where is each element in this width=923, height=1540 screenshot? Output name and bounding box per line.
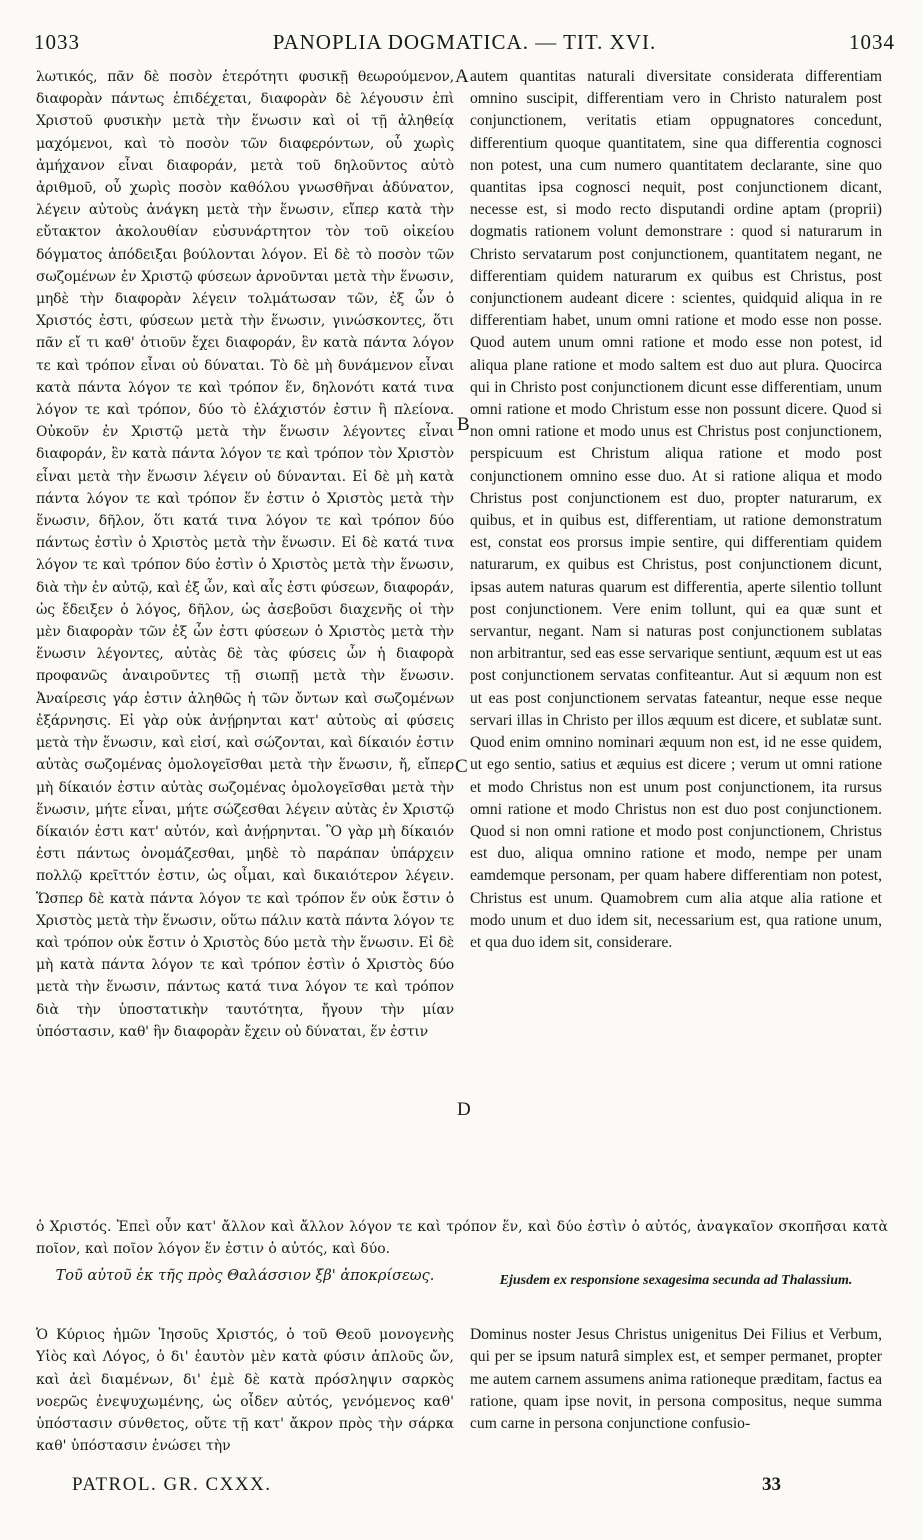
section-marker-d: D (457, 1099, 471, 1120)
section-marker-b: B (457, 414, 470, 435)
latin-paragraph-2: Dominus noster Jesus Christus unigenitus Dei Filius et Verbum, qui per se ipsum naturâ simplex est, et semper permanet, propter me autem carnem assumens anima rationeque præditam, factus ea ratione, quam ipse novit, in persona compositus, neque summa cum carne in persona conjunctione confusio- (470, 1326, 882, 1433)
spanning-greek-paragraph: ὁ Χριστός. Ἐπεὶ οὖν κατ' ἄλλον καὶ ἄλλον λόγον τε καὶ τρόπον ἕν, καὶ δύο ἐστὶν ὁ αὐτός, ἀναγκαῖον σκοπῆσαι κατὰ ποῖον, καὶ ποῖον λόγον ἕν ἐστιν ὁ αὐτός, καὶ δύο. (36, 1219, 888, 1257)
latin-column-2 (470, 1324, 882, 1466)
page-number-left: 1033 (34, 30, 80, 54)
footer-signature: PATROL. GR. CXXX. (72, 1474, 272, 1495)
greek-column-2 (36, 1324, 454, 1466)
page-header (34, 30, 895, 60)
latin-paragraph: autem quantitas naturali diversitate considerata differentiam omnino suscipit, differentiam vero in Christo naturalem post conjunctionem, veritatis etiam oppugnatores concedunt, differentium quoque quantitatem, sine qua differentia cognosci non potest, una cum numero quantitatem declarante, sine quo quantitas ipsa cognosci nequit, post conjunctionem dicant, necesse est, si modo recto disputandi ordine aptam (proprii) dogmatis rationem volunt demonstrare : quod si naturarum in Christo servatarum post conjunctionem, quantitatem negant, ne differentiam quidem naturarum ex quibus est Christus, post conjunctionem audeant dicere : scientes, quidquid aliqua in re differentiam habet, unum omni ratione et modo esse non posse. Quod autem unum omni ratione et modo esse non potest, id aliqua plane ratione et modo saltem est duo aut plura. Quocirca qui in Christo post conjunctionem dicunt esse differentiam, unum omni ratione et modo Christum esse non possunt dicere. Quod si non omni ratione et modo unus est Christus post conjunctionem, perspicuum est Christum aliqua ratione et modo post conjunctionem omnino esse duo. At si ratione aliqua et modo Christus post conjunctionem est duo, propter naturarum, ex quibus, et in quibus est, differentiam, ut ratione demonstratum est, constat eos prorsus impie sentire, qui differentiam quidem naturarum, ex quibus est Christus, post conjunctionem dicunt, ipsas autem naturas quarum est differentia, aperte silentio tollunt post conjunctionem. Vere enim tollunt, qui ea quæ sunt et servantur, negant. Nam si naturas post conjunctionem sublatas non arbitrantur, sed eas esse servarique sentiunt, æquum est ut eas post conjunctionem servatas confiteantur. Aut si æquum non est ut eas post conjunctionem servatas fateantur, neque esse neque servari illas in Christo per illos æquum est dicere, et sublatæ sunt. Quod enim omnino nominari æquum non est, id ne esse quidem, ut ego sentio, satius et æquius est dicere ; verum ut omni ratione et modo Christus non est unum post conjunctionem, ita rursus omni ratione et modo Christus non est duo post conjunctionem. Quod si non omni ratione et modo post conjunctionem, Christus est duo, aliqua omnino ratione et modo, nempe per unam eamdemque personam, per quam habere differentiam non potest, Christus est unum. Quamobrem cum alia atque alia ratione et modo unum et duo idem sit, necessarium est, qua ratione unum, et qua duo idem sit, considerare. (470, 68, 882, 951)
latin-section-heading: Ejusdem ex responsione sexagesima secunda ad Thalassium. (499, 1273, 853, 1288)
greek-paragraph-2: Ὁ Κύριος ἡμῶν Ἰησοῦς Χριστός, ὁ τοῦ Θεοῦ μονογενὴς Υἱὸς καὶ Λόγος, ὁ δι' ἑαυτὸν μὲν κατὰ φύσιν ἁπλοῦς ὤν, καὶ ἀεὶ διαμένων, δι' ἐμὲ δὲ κατὰ πρόσληψιν σαρκὸς νοερῶς ἐνεψυχωμένης, ὡς οἶδεν αὐτός, γενόμενος καθ' ὑπόστασιν σύνθετος, οὔτε τῇ κατ' ἄκρον πρὸς τὴν σάρκα καθ' ὑπόστασιν ἑνώσει τὴν (36, 1327, 454, 1455)
greek-column (36, 66, 454, 1216)
section-marker-a: A (455, 66, 469, 87)
greek-section-heading: Τοῦ αὐτοῦ ἐκ τῆς πρὸς Θαλάσσιον ξβ' ἀποκρίσεως. (55, 1268, 435, 1284)
footer-sheet-number: 33 (762, 1474, 781, 1495)
spanning-greek-text (36, 1216, 888, 1266)
section-marker-c: C (455, 756, 468, 777)
page-number-right: 1034 (849, 30, 895, 54)
greek-paragraph: λωτικός, πᾶν δὲ ποσὸν ἑτερότητι φυσικῇ θεωρούμενον, διαφορὰν πάντως ἐπιδέχεται, διαφορὰν δὲ λέγουσιν ἐπὶ Χριστοῦ φυσικὴν μετὰ τὴν ἕνωσιν καὶ οἱ τῇ ἀληθείᾳ μαχόμενοι, καὶ τὸ ποσὸν τῶν διαφερόντων, οὗ χωρὶς ἀμήχανον εἶναι διαφοράν, μετὰ τοῦ δηλοῦντος αὐτὸ ἀριθμοῦ, οὗ χωρὶς ποσὸν καθόλου γνωσθῆναι ἀδύνατον, λέγειν αὐτοὺς ἀνάγκη μετὰ τὴν ἕνωσιν, εἴπερ κατὰ τὴν εὔτακτον ἀκολουθίαν εὐσυνάρτητον τὸν τοῦ οἰκείου δόγματος ἀπόδειξαι βούλονται λόγον. Εἰ δὲ τὸ ποσὸν τῶν σωζομένων ἐν Χριστῷ φύσεων ἀρνοῦνται μετὰ τὴν ἕνωσιν, μηδὲ τὴν διαφορὰν λέγειν τολμάτωσαν τῶν, ἐξ ὧν ὁ Χριστός ἐστι, φύσεων μετὰ τὴν ἕνωσιν, γινώσκοντες, ὅτι πᾶν εἴ τι καθ' ὁτιοῦν ἔχει διαφοράν, ἓν κατὰ πάντα λόγον τε καὶ τρόπον εἶναι οὐ δύναται. Τὸ δὲ μὴ δυνάμενον εἶναι κατὰ πάντα λόγον τε καὶ τρόπον ἕν, δηλονότι κατά τινα λόγον τε καὶ τρόπον, δύο τὸ ἐλάχιστόν ἐστιν ἢ πλείονα. Οὐκοῦν ἐν Χριστῷ μετὰ τὴν ἕνωσιν λέγοντες εἶναι διαφοράν, ἓν κατὰ πάντα λόγον τε καὶ τρόπον τὸν Χριστὸν εἶναι μετὰ τὴν ἕνωσιν λέγειν οὐ δύνανται. Εἰ δὲ μὴ κατὰ πάντα λόγον τε καὶ τρόπον ἕν ἐστιν ὁ Χριστὸς μετὰ τὴν ἕνωσιν, δῆλον, ὅτι κατά τινα λόγον τε καὶ τρόπον δύο πάντως ἐστὶν ὁ Χριστὸς μετὰ τὴν ἕνωσιν. Εἰ δὲ κατά τινα λόγον τε καὶ τρόπον δύο ἐστὶν ὁ Χριστὸς μετὰ τὴν ἕνωσιν, διὰ τὴν ἐν αὐτῷ, καὶ ἐξ ὧν, καὶ αἷς ἐστι φύσεων, διαφοράν, ὡς ἔδειξεν ὁ λόγος, δῆλον, ὡς ἀσεβοῦσι διαχενῆς οἱ τὴν μὲν διαφορὰν τῶν ἐξ ὧν ἐστι φύσεων ὁ Χριστὸς μετὰ τὴν ἕνωσιν λέγοντες, αὐτὰς δὲ τὰς φύσεις ὧν ἡ διαφορὰ προφανῶς ἀναιροῦντες τῇ σιωπῇ μετὰ τὴν ἕνωσιν. Ἀναίρεσις γάρ ἐστιν ἀληθῶς ἡ τῶν ὄντων καὶ σωζομένων ἐξάρνησις. Εἰ γὰρ οὐκ ἀνῄρηνται κατ' αὐτοὺς αἱ φύσεις μετὰ τὴν ἕνωσιν, καὶ εἰσί, καὶ σώζονται, καὶ δίκαιόν ἐστιν αὐτὰς σωζομένας ὁμολογεῖσθαι μετὰ τὴν ἕνωσιν, ἤ, εἴπερ μὴ δίκαιόν ἐστιν αὐτὰς σωζομένας ὁμολογεῖσθαι μετὰ τὴν ἕνωσιν, μήτε εἶναι, μήτε σώζεσθαι λέγειν αὐτὰς ἐν Χριστῷ δίκαιόν ἐστι κατ' αὐτόν, καὶ ἀνῄρηνται. Ὃ γὰρ μὴ δίκαιόν ἐστι πάντως ὀνομάζεσθαι, μηδὲ τὸ παράπαν ὑπάρχειν πολλῷ κρεῖττόν ἐστιν, ὡς οἶμαι, καὶ δικαιότερον λέγειν. Ὥσπερ δὲ κατὰ πάντα λόγον τε καὶ τρόπον ἕν οὐκ ἔστιν ὁ Χριστὸς μετὰ τὴν ἕνωσιν, οὕτω πάλιν κατὰ πάντα λόγον τε καὶ τρόπον οὐκ ἔστιν ὁ Χριστὸς δύο μετὰ τὴν ἕνωσιν. Εἰ δὲ μὴ κατὰ πάντα λόγον τε καὶ τρόπον ἐστὶν ὁ Χριστὸς δύο μετὰ τὴν ἕνωσιν, πάντως κατά τινα λόγον τε καὶ τρόπον διὰ τὴν ὑποστατικὴν ταυτότητα, ἤγουν τὴν μίαν ὑπόστασιν, καθ' ἣν διαφορὰν ἔχειν οὐ δύναται, ἕν ἐστιν (36, 69, 454, 1040)
latin-column (470, 66, 882, 1216)
running-title: PANOPLIA DOGMATICA. — TIT. XVI. (272, 30, 657, 54)
